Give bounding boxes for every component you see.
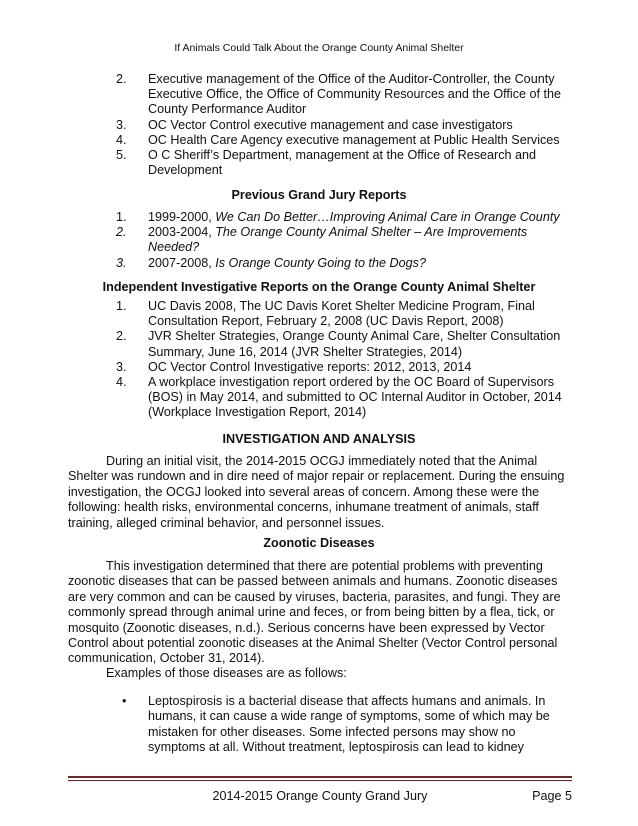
list-item	[116, 360, 572, 375]
item-text: OC Vector Control Investigative reports: 2012, 2013, 2014	[148, 359, 472, 374]
item-number: 2.	[116, 329, 127, 344]
item-number: 1.	[116, 299, 127, 313]
paragraph-text: This investigation determined that there are potential problems with preventing zoonotic diseases that can be passed between animals and humans. Zoonotic diseases are very common and can be caused by viruses, bacteria, parasites, and fungi. They are commonly spread through animal urine and feces, or from being bitten by a flea, tick, or mosquito (Zoonotic diseases, n.d.). Serious concerns have been expressed by Vector Control about potential zoonotic diseases at the Animal Shelter (Vector Control personal communication, October 31, 2014).	[68, 559, 561, 666]
item-number: 2.	[116, 225, 127, 240]
footer-rule	[68, 780, 572, 781]
item-text: OC Health Care Agency executive management at Public Health Services	[148, 132, 560, 147]
item-text: A workplace investigation report ordered by the OC Board of Supervisors (BOS) in May 2014, and submitted to OC Internal Auditor in October, 2014 (Workplace Investigation Report, 2014)	[148, 375, 562, 420]
independent-reports-list	[116, 299, 572, 421]
list-item	[116, 299, 572, 329]
item-text: UC Davis 2008, The UC Davis Koret Shelter Medicine Program, Final Consultation Report, February 2, 2008 (UC Davis Report, 2008)	[148, 299, 535, 329]
list-item	[116, 210, 572, 225]
item-text: O C Sheriff’s Department, management at the Office of Research and Development	[148, 148, 537, 178]
examples-intro	[68, 666, 572, 681]
bullet-text: Leptospirosis is a bacterial disease that affects humans and animals. In humans, it can cause a wide range of symptoms, some of which may be mistaken for other diseases. Some infected persons may show no symptoms at all. Without treatment, leptospirosis can lead to kidney	[148, 694, 550, 755]
item-number: 2.	[116, 72, 127, 86]
list-item	[116, 329, 572, 359]
item-number: 3.	[116, 359, 127, 374]
item-number: 5.	[116, 148, 127, 163]
disease-bullets	[116, 694, 572, 756]
report-year: 2007-2008,	[148, 255, 216, 270]
paragraph-text: During an initial visit, the 2014-2015 OCGJ immediately noted that the Animal Shelter was rundown and in dire need of major repair or replacement. During the ensuing investigation, the OCGJ looked into several areas of concern. Among these were the following: health risks, environmental concerns, inhumane treatment of animals, staff training, alleged criminal behavior, and personnel issues.	[68, 454, 565, 530]
interview-list	[116, 72, 572, 178]
item-number: 4.	[116, 132, 127, 147]
item-number: 1.	[116, 210, 127, 224]
paragraph-text: Examples of those diseases are as follows:	[106, 666, 347, 680]
report-year: 1999-2000,	[148, 210, 216, 224]
item-text: OC Vector Control executive management and case investigators	[148, 117, 513, 132]
list-item	[116, 72, 572, 118]
footer-title: 2014-2015 Orange County Grand Jury	[212, 789, 428, 803]
zoonotic-heading: Zoonotic Diseases	[263, 536, 375, 550]
list-item	[116, 118, 572, 133]
report-year: 2003-2004,	[148, 225, 216, 240]
previous-reports-list	[116, 210, 572, 271]
list-item	[116, 148, 572, 178]
list-item	[116, 225, 572, 255]
item-number: 3.	[116, 255, 127, 270]
page-number: Page 5	[532, 789, 572, 803]
item-number: 4.	[116, 375, 127, 390]
list-item	[116, 375, 572, 421]
zoonotic-paragraph	[68, 559, 572, 667]
running-header: If Animals Could Talk About the Orange County Animal Shelter	[174, 42, 464, 54]
investigation-paragraph	[68, 454, 572, 531]
footer-rule	[68, 776, 572, 778]
report-title: The Orange County Animal Shelter – Are Improvements Needed?	[148, 225, 528, 255]
previous-reports-heading: Previous Grand Jury Reports	[231, 188, 407, 202]
item-number: 3.	[116, 117, 127, 132]
list-item	[116, 133, 572, 148]
list-item	[116, 256, 572, 271]
independent-reports-heading: Independent Investigative Reports on the Orange County Animal Shelter	[102, 280, 536, 294]
report-title: Is Orange County Going to the Dogs?	[215, 255, 426, 270]
report-title: We Can Do Better…Improving Animal Care in Orange County	[215, 210, 560, 224]
bullet-icon: •	[122, 694, 127, 708]
list-item	[116, 694, 572, 756]
item-text: JVR Shelter Strategies, Orange County Animal Care, Shelter Consultation Summary, June 16, 2014 (JVR Shelter Strategies, 2014)	[148, 329, 561, 359]
investigation-heading: INVESTIGATION AND ANALYSIS	[222, 432, 416, 446]
item-text: Executive management of the Office of the Auditor-Controller, the County Executive Office, the Office of Community Resources and the Office of the County Performance Auditor	[148, 72, 561, 117]
